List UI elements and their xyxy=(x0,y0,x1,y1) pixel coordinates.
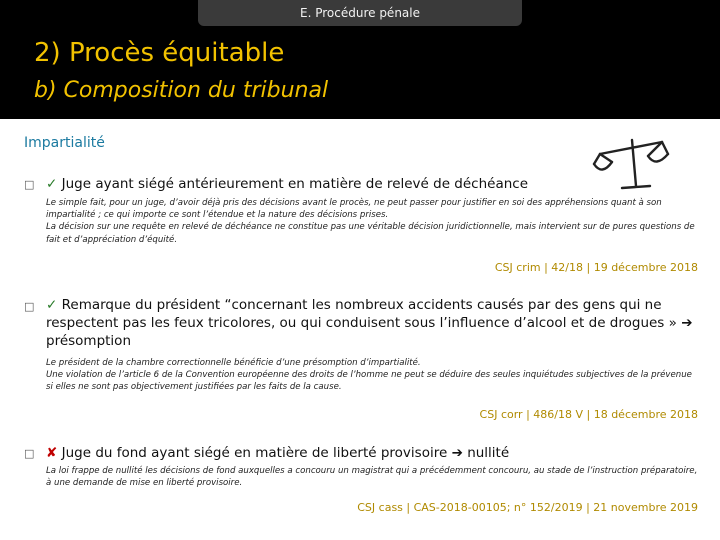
paragraph: Une violation de l’article 6 de la Convention européenne des droits de l’homme ne peut se déduire des seules inquiétudes subjectives de la prévenue si elles ne sont pas objectivement justifiées par les faits de la cause. xyxy=(46,370,692,393)
item-description xyxy=(46,357,698,394)
case-reference: CSJ cass | CAS-2018-00105; n° 152/2019 | 21 novembre 2019 xyxy=(357,501,698,514)
item-heading-text: Juge du fond ayant siégé en matière de liberté provisoire xyxy=(61,445,448,461)
paragraph: Le simple fait, pour un juge, d’avoir déjà pris des décisions avant le procès, ne peut passer pour justifier en soi des appréhensions quant à son impartialité ; ce qui importe ce sont l’étendue et la nature des décisions prises. xyxy=(46,198,662,221)
item-heading-text: Remarque du président “concernant les nombreux accidents causés par des gens qui ne respectent pas les feux tricolores, ou qui conduisent sous l’influence d’alcool et de drogues » xyxy=(46,297,677,331)
paragraph: La loi frappe de nullité les décisions de fond auxquelles a concouru un magistrat qui a précédemment concouru, au stade de l’instruction préparatoire, à une demande de mise en liberté provisoire. xyxy=(46,466,698,489)
check-icon: ✓ xyxy=(46,176,58,192)
item-heading-text: Juge ayant siégé antérieurement en matière de relevé de déchéance xyxy=(61,176,529,192)
item-description xyxy=(46,465,698,489)
item-description xyxy=(46,197,698,246)
paragraph: Le président de la chambre correctionnelle bénéficie d’une présomption d’impartialité. xyxy=(46,358,421,368)
section-title: Impartialité xyxy=(24,135,105,151)
slide-title: 2) Procès équitable xyxy=(34,38,285,68)
bullet-icon: □ xyxy=(24,447,35,460)
item-heading xyxy=(46,175,696,193)
chapter-tab[interactable]: E. Procédure pénale xyxy=(198,0,522,26)
check-icon: ✓ xyxy=(46,297,58,313)
cross-icon: ✘ xyxy=(46,445,58,461)
bullet-icon: □ xyxy=(24,300,35,313)
case-reference: CSJ crim | 42/18 | 19 décembre 2018 xyxy=(494,261,698,274)
item-heading-result: présomption xyxy=(46,333,132,349)
item-heading xyxy=(46,296,696,350)
bullet-icon: □ xyxy=(24,178,35,191)
arrow-right-icon: ➔ xyxy=(451,445,463,461)
item-heading xyxy=(46,444,696,462)
header-bar xyxy=(0,0,720,119)
slide-subtitle: b) Composition du tribunal xyxy=(34,78,329,103)
case-reference: CSJ corr | 486/18 V | 18 décembre 2018 xyxy=(479,408,698,421)
paragraph: La décision sur une requête en relevé de déchéance ne constitue pas une véritable décision juridictionnelle, mais intervient sur de pures questions de fait et d’appréciation d’équité. xyxy=(46,222,695,245)
item-heading-result: nullité xyxy=(467,445,510,461)
arrow-right-icon: ➔ xyxy=(681,315,693,331)
